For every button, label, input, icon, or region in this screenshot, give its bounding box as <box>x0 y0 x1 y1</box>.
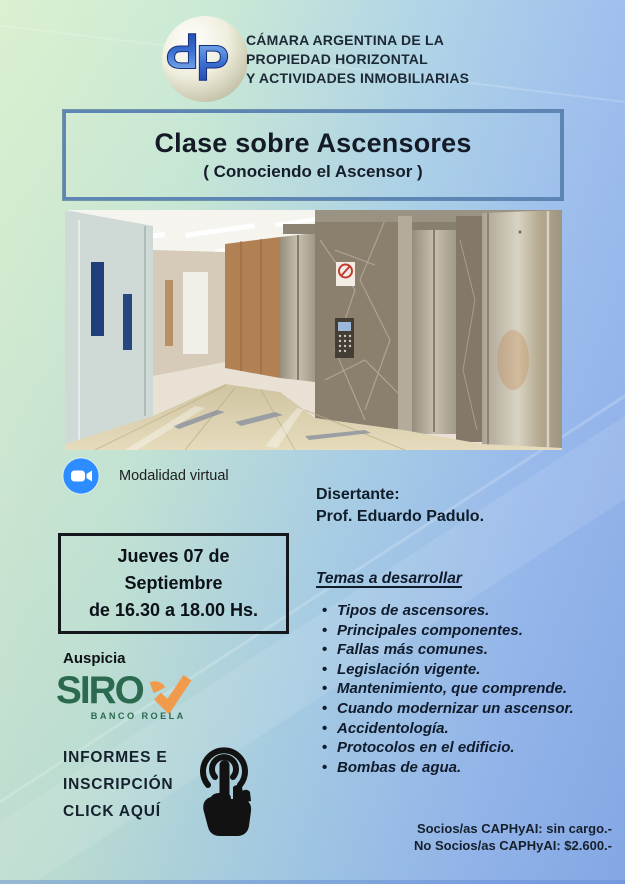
cta-line[interactable]: INSCRIPCIÓN <box>63 776 174 793</box>
topic-text: Mantenimiento, que comprende. <box>337 680 568 698</box>
org-line: CÁMARA ARGENTINA DE LA <box>246 32 445 48</box>
org-name <box>246 31 469 88</box>
pricing-non-members: No Socios/as CAPHyAI: $2.600.- <box>414 838 612 853</box>
cta-line[interactable]: CLICK AQUÍ <box>63 803 161 820</box>
topic-text: Tipos de ascensores. <box>337 602 490 619</box>
topic-text: Principales componentes. <box>337 621 523 639</box>
topic-item <box>320 601 620 621</box>
speaker-label: Disertante: <box>316 486 400 503</box>
cta-text[interactable] <box>63 744 173 825</box>
topics-list <box>320 601 620 777</box>
topic-item <box>320 640 620 660</box>
svg-text:SIRO: SIRO <box>56 668 143 712</box>
topic-item <box>320 719 620 739</box>
topic-item <box>320 660 620 680</box>
topic-text: Legislación vigente. <box>337 660 481 678</box>
topic-text: Protocolos en el edificio. <box>337 739 515 757</box>
topic-item <box>320 758 620 778</box>
topic-item <box>320 699 620 719</box>
svg-text:P: P <box>196 35 230 91</box>
zoom-video-icon <box>62 457 100 495</box>
siro-banco-roela-logo <box>56 667 201 729</box>
cta-line[interactable]: INFORMES E <box>63 749 168 766</box>
bottom-strip <box>0 880 625 884</box>
org-line: PROPIEDAD HORIZONTAL <box>246 51 428 67</box>
topic-item <box>320 621 620 641</box>
pricing-members: Socios/as CAPHyAI: sin cargo.- <box>416 821 612 836</box>
modality-label: Modalidad virtual <box>119 468 229 484</box>
schedule-box <box>58 533 289 634</box>
pricing-block <box>414 820 612 854</box>
topic-item <box>320 738 620 758</box>
topics-heading: Temas a desarrollar <box>316 570 462 587</box>
schedule-line: Jueves 07 de <box>117 546 230 566</box>
modality-row <box>62 457 229 495</box>
schedule-line: de 16.30 a 18.00 Hs. <box>88 600 259 620</box>
svg-text:P: P <box>165 23 199 79</box>
topic-item <box>320 679 620 699</box>
caphyai-logo-icon <box>160 14 250 104</box>
page-title: Clase sobre Ascensores <box>154 128 472 158</box>
topic-text: Fallas más comunes. <box>337 641 488 659</box>
sponsor-label: Auspicia <box>63 650 126 667</box>
schedule-line: Septiembre <box>124 573 223 593</box>
elevator-hallway-photo <box>65 210 562 450</box>
speaker-name: Prof. Eduardo Padulo. <box>316 508 485 525</box>
topic-text: Accidentología. <box>337 719 449 737</box>
speaker-block <box>316 484 484 528</box>
org-line: Y ACTIVIDADES INMOBILIARIAS <box>246 70 470 86</box>
page-subtitle: ( Conociendo el Ascensor ) <box>203 162 423 181</box>
topic-text: Cuando modernizar un ascensor. <box>337 699 574 717</box>
topic-text: Bombas de agua. <box>337 758 462 776</box>
title-box <box>63 110 563 200</box>
click-hand-icon[interactable] <box>183 739 267 837</box>
svg-text:BANCO ROELA: BANCO ROELA <box>90 711 186 722</box>
